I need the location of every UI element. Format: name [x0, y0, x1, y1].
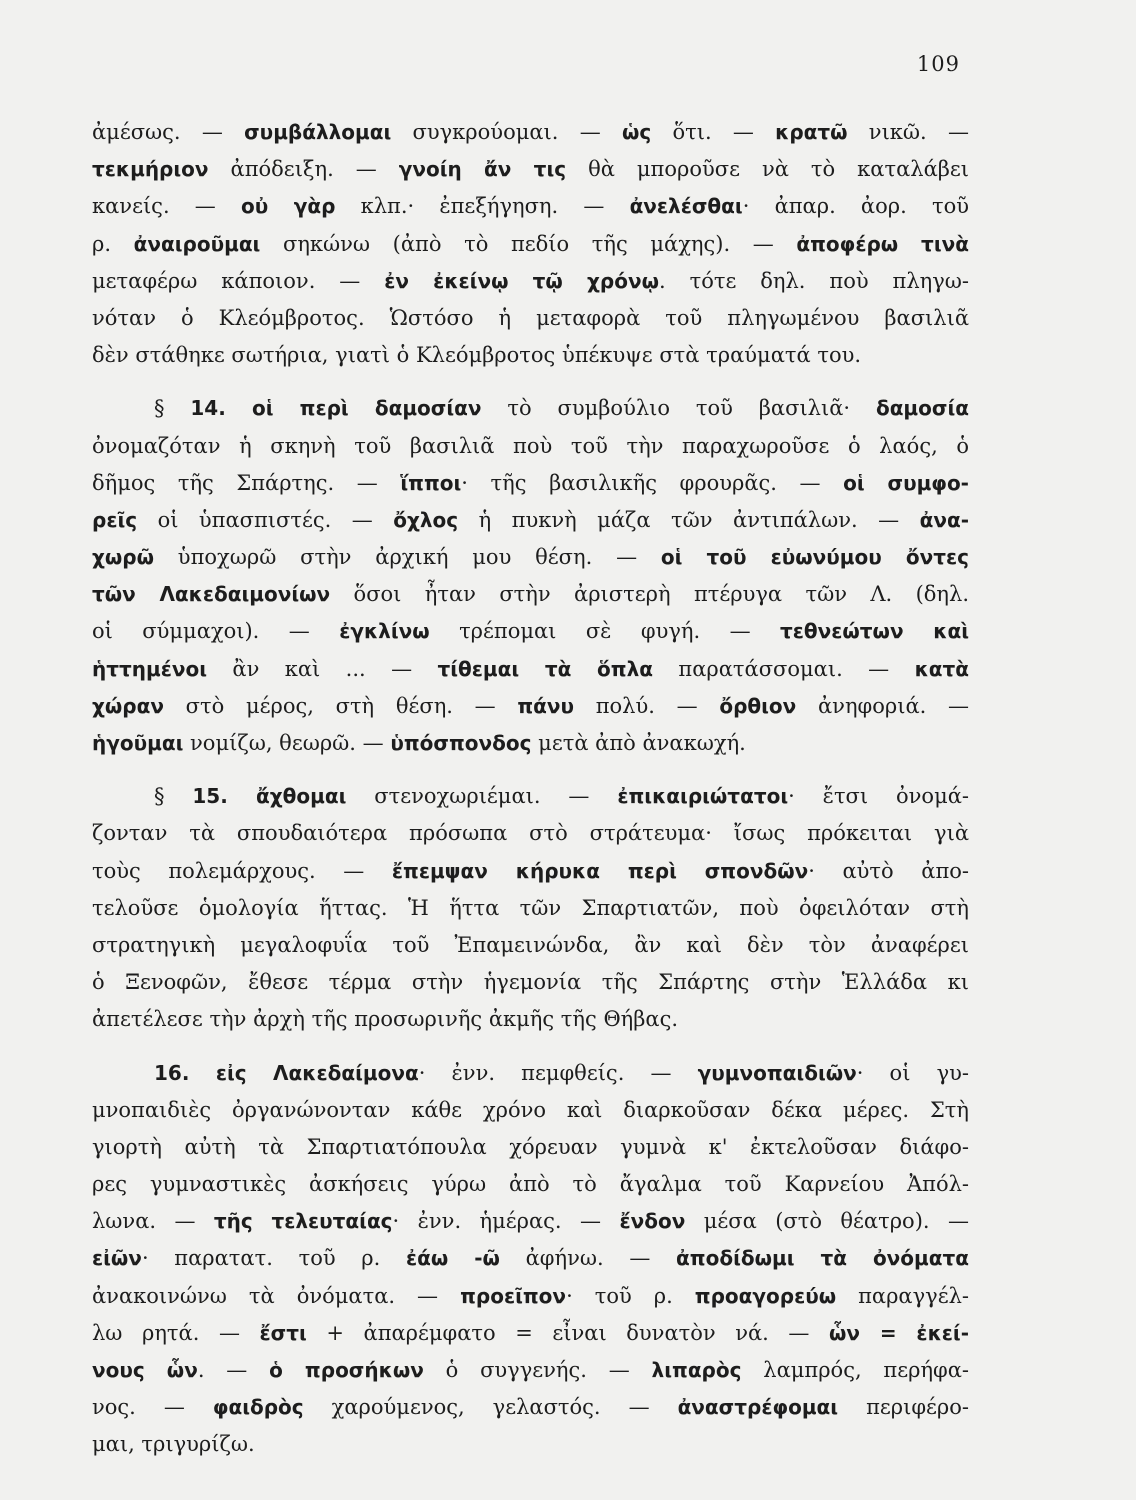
lemma-term: οὐ γὰρ	[241, 194, 336, 219]
lemma-term: 15. ἄχθομαι	[192, 784, 347, 809]
text-line: ρ. ἀναιροῦμαι σηκώνω (ἀπὸ τὸ πεδίο τῆς μάχης). — ἀποφέρω τινὰ	[92, 231, 969, 256]
paragraph-p16	[92, 1055, 969, 1464]
text-line: ζονταν τὰ σπουδαιότερα πρόσωπα στὸ στράτευμα· ἴσως πρόκειται γιὰ	[92, 821, 969, 846]
lemma-term: ἀποφέρω τινὰ	[796, 231, 969, 256]
text-line: νόταν ὁ Κλεόμβροτος. Ὡστόσο ἡ μεταφορὰ τοῦ πληγωμένου βασιλιᾶ	[92, 305, 969, 330]
text-line: ρες γυμναστικὲς ἀσκήσεις γύρω ἀπὸ τὸ ἄγαλμα τοῦ Καρνείου Ἀπόλ-	[92, 1172, 969, 1197]
text-line: ὀνομαζόταν ἡ σκηνὴ τοῦ βασιλιᾶ ποὺ τοῦ τὴν παραχωροῦσε ὁ λαός, ὁ	[92, 433, 969, 458]
lemma-term: 14. οἱ περὶ δαμοσίαν	[190, 396, 482, 421]
text-line: χώραν στὸ μέρος, στὴ θέση. — πάνυ πολύ. — ὄρθιον ἀνηφοριά. —	[92, 693, 969, 718]
text-line: κανείς. — οὐ γὰρ κλπ.· ἐπεξήγηση. — ἀνελέσθαι· ἀπαρ. ἀορ. τοῦ	[92, 194, 969, 219]
text-line: δῆμος τῆς Σπάρτης. — ἵπποι· τῆς βασιλικῆς φρουρᾶς. — οἱ συμφο-	[92, 470, 969, 495]
text-line: μεταφέρω κάποιον. — ἐν ἐκείνῳ τῷ χρόνῳ. τότε δηλ. ποὺ πληγω-	[92, 268, 969, 293]
lemma-term: γυμνοπαιδιῶν	[697, 1060, 857, 1085]
lemma-term: εἰῶν	[92, 1246, 142, 1271]
text-line: μνοπαιδιὲς ὀργανώνονταν κάθε χρόνο καὶ διαρκοῦσαν δέκα μέρες. Στὴ	[92, 1097, 969, 1122]
lemma-term: ρεῖς	[92, 507, 138, 532]
lemma-term: ὁ προσήκων	[269, 1358, 424, 1382]
lemma-term: νους ὧν	[92, 1358, 198, 1382]
text-line: ἡττημένοι ἂν καὶ ... — τίθεμαι τὰ ὅπλα παρατάσσομαι. — κατὰ	[92, 656, 969, 681]
lemma-term: 16. εἰς Λακεδαίμονα	[154, 1060, 419, 1085]
lemma-term: ἀνα-	[919, 507, 969, 532]
text-line: ἡγοῦμαι νομίζω, θεωρῶ. — ὑπόσπονδος μετὰ ἀπὸ ἀνακωχή.	[92, 731, 746, 755]
text-line: μαι, τριγυρίζω.	[92, 1432, 255, 1457]
text-line: § 14. οἱ περὶ δαμοσίαν τὸ συμβούλιο τοῦ βασιλιᾶ· δαμοσία	[154, 396, 969, 421]
lemma-term: ἡγοῦμαι	[92, 731, 184, 755]
lemma-term: γνοίη ἄν τις	[398, 157, 567, 182]
lemma-term: ὄρθιον	[719, 693, 797, 718]
lemma-term: ἵπποι	[400, 470, 462, 495]
lemma-term: τίθεμαι τὰ ὅπλα	[437, 656, 654, 681]
lemma-term: ἐάω -ῶ	[406, 1246, 500, 1271]
lemma-term: ἀνελέσθαι	[629, 194, 743, 219]
lemma-term: ἀναστρέφομαι	[677, 1395, 839, 1420]
lemma-term: ἔπεμψαν κήρυκα περὶ σπονδῶν	[391, 858, 809, 883]
lemma-term: χωρῶ	[92, 545, 154, 570]
page-number: 109	[916, 52, 960, 76]
lemma-term: ὄχλος	[393, 507, 459, 532]
text-line: τοὺς πολεμάρχους. — ἔπεμψαν κήρυκα περὶ σπονδῶν· αὐτὸ ἀπο-	[92, 858, 969, 883]
lemma-term: κρατῶ	[775, 120, 848, 144]
lemma-term: οἱ συμφο-	[843, 470, 969, 495]
lemma-term: ἐν ἐκείνῳ τῷ χρόνῳ	[384, 268, 659, 293]
text-line: τῶν Λακεδαιμονίων ὅσοι ἦταν στὴν ἀριστερὴ πτέρυγα τῶν Λ. (δηλ.	[92, 582, 969, 607]
lemma-term: ὧν = ἐκεί-	[828, 1320, 969, 1345]
lemma-term: πάνυ	[517, 693, 575, 718]
commentary-text	[92, 114, 969, 1480]
lemma-term: ὑπόσπονδος	[390, 731, 532, 755]
text-line: ἀμέσως. — συμβάλλομαι συγκρούομαι. — ὡς ὅτι. — κρατῶ νικῶ. —	[92, 120, 969, 144]
paragraph-p13	[92, 114, 969, 374]
paragraph-p14	[92, 390, 969, 762]
text-line: εἰῶν· παρατατ. τοῦ ρ. ἐάω -ῶ ἀφήνω. — ἀποδίδωμι τὰ ὀνόματα	[92, 1246, 969, 1271]
text-line: λωνα. — τῆς τελευταίας· ἐνν. ἡμέρας. — ἔνδον μέσα (στὸ θέατρο). —	[92, 1209, 969, 1234]
text-line: τελοῦσε ὁμολογία ἥττας. Ἡ ἥττα τῶν Σπαρτιατῶν, ποὺ ὀφειλόταν στὴ	[92, 895, 969, 920]
paragraph-p15	[92, 778, 969, 1038]
text-line: 16. εἰς Λακεδαίμονα· ἐνν. πεμφθείς. — γυμνοπαιδιῶν· οἱ γυ-	[154, 1060, 969, 1085]
lemma-term: προαγορεύω	[694, 1283, 837, 1308]
lemma-term: λιπαρὸς	[651, 1358, 742, 1382]
text-line: στρατηγικὴ μεγαλοφυΐα τοῦ Ἐπαμεινώνδα, ἂν καὶ δὲν τὸν ἀναφέρει	[92, 932, 969, 957]
lemma-term: ἡττημένοι	[92, 656, 208, 681]
text-line: νος. — φαιδρὸς χαρούμενος, γελαστός. — ἀναστρέφομαι περιφέρο-	[92, 1395, 969, 1420]
text-line: ρεῖς οἱ ὑπασπιστές. — ὄχλος ἡ πυκνὴ μάζα τῶν ἀντιπάλων. — ἀνα-	[92, 507, 969, 532]
lemma-term: ἔστι	[259, 1320, 307, 1345]
text-line: ἀπετέλεσε τὴν ἀρχὴ τῆς προσωρινῆς ἀκμῆς τῆς Θήβας.	[92, 1007, 679, 1032]
lemma-term: δαμοσία	[875, 396, 969, 421]
lemma-term: ἔνδον	[619, 1209, 686, 1234]
lemma-term: προεῖπον	[460, 1283, 567, 1308]
lemma-term: κατὰ	[914, 656, 969, 681]
text-line: ἀνακοινώνω τὰ ὀνόματα. — προεῖπον· τοῦ ρ. προαγορεύω παραγγέλ-	[92, 1283, 969, 1308]
text-line: δὲν στάθηκε σωτήρια, γιατὶ ὁ Κλεόμβροτος ὑπέκυψε στὰ τραύματά του.	[92, 343, 862, 368]
text-line: ὁ Ξενοφῶν, ἔθεσε τέρμα στὴν ἡγεμονία τῆς Σπάρτης στὴν Ἑλλάδα κι	[92, 970, 969, 995]
text-line: οἱ σύμμαχοι). — ἐγκλίνω τρέπομαι σὲ φυγή. — τεθνεώτων καὶ	[92, 619, 969, 644]
text-line: γιορτὴ αὐτὴ τὰ Σπαρτιατόπουλα χόρευαν γυμνὰ κ' ἐκτελοῦσαν διάφο-	[92, 1134, 969, 1159]
lemma-term: ὡς	[621, 120, 652, 144]
text-line: νους ὧν. — ὁ προσήκων ὁ συγγενής. — λιπαρὸς λαμπρός, περήφα-	[92, 1358, 969, 1382]
lemma-term: τῶν Λακεδαιμονίων	[92, 582, 331, 607]
lemma-term: ἐπικαιριώτατοι	[617, 784, 789, 809]
lemma-term: οἱ τοῦ εὐωνύμου ὄντες	[660, 545, 969, 570]
lemma-term: τεκμήριον	[92, 157, 209, 182]
lemma-term: ἀναιροῦμαι	[133, 231, 261, 256]
lemma-term: ἐγκλίνω	[339, 619, 430, 644]
lemma-term: φαιδρὸς	[212, 1395, 304, 1420]
text-line: χωρῶ ὑποχωρῶ στὴν ἀρχική μου θέση. — οἱ τοῦ εὐωνύμου ὄντες	[92, 545, 969, 570]
lemma-term: τῆς τελευταίας	[213, 1209, 393, 1234]
text-line: λω ρητά. — ἔστι + ἀπαρέμφατο = εἶναι δυνατὸν νά. — ὧν = ἐκεί-	[92, 1320, 969, 1345]
lemma-term: ἀποδίδωμι τὰ ὀνόματα	[676, 1246, 969, 1271]
text-line: τεκμήριον ἀπόδειξη. — γνοίη ἄν τις θὰ μποροῦσε νὰ τὸ καταλάβει	[92, 157, 969, 182]
lemma-term: συμβάλλομαι	[244, 120, 392, 144]
lemma-term: χώραν	[92, 693, 164, 718]
text-line: § 15. ἄχθομαι στενοχωριέμαι. — ἐπικαιριώτατοι· ἔτσι ὀνομά-	[154, 784, 969, 809]
lemma-term: τεθνεώτων καὶ	[780, 619, 969, 644]
